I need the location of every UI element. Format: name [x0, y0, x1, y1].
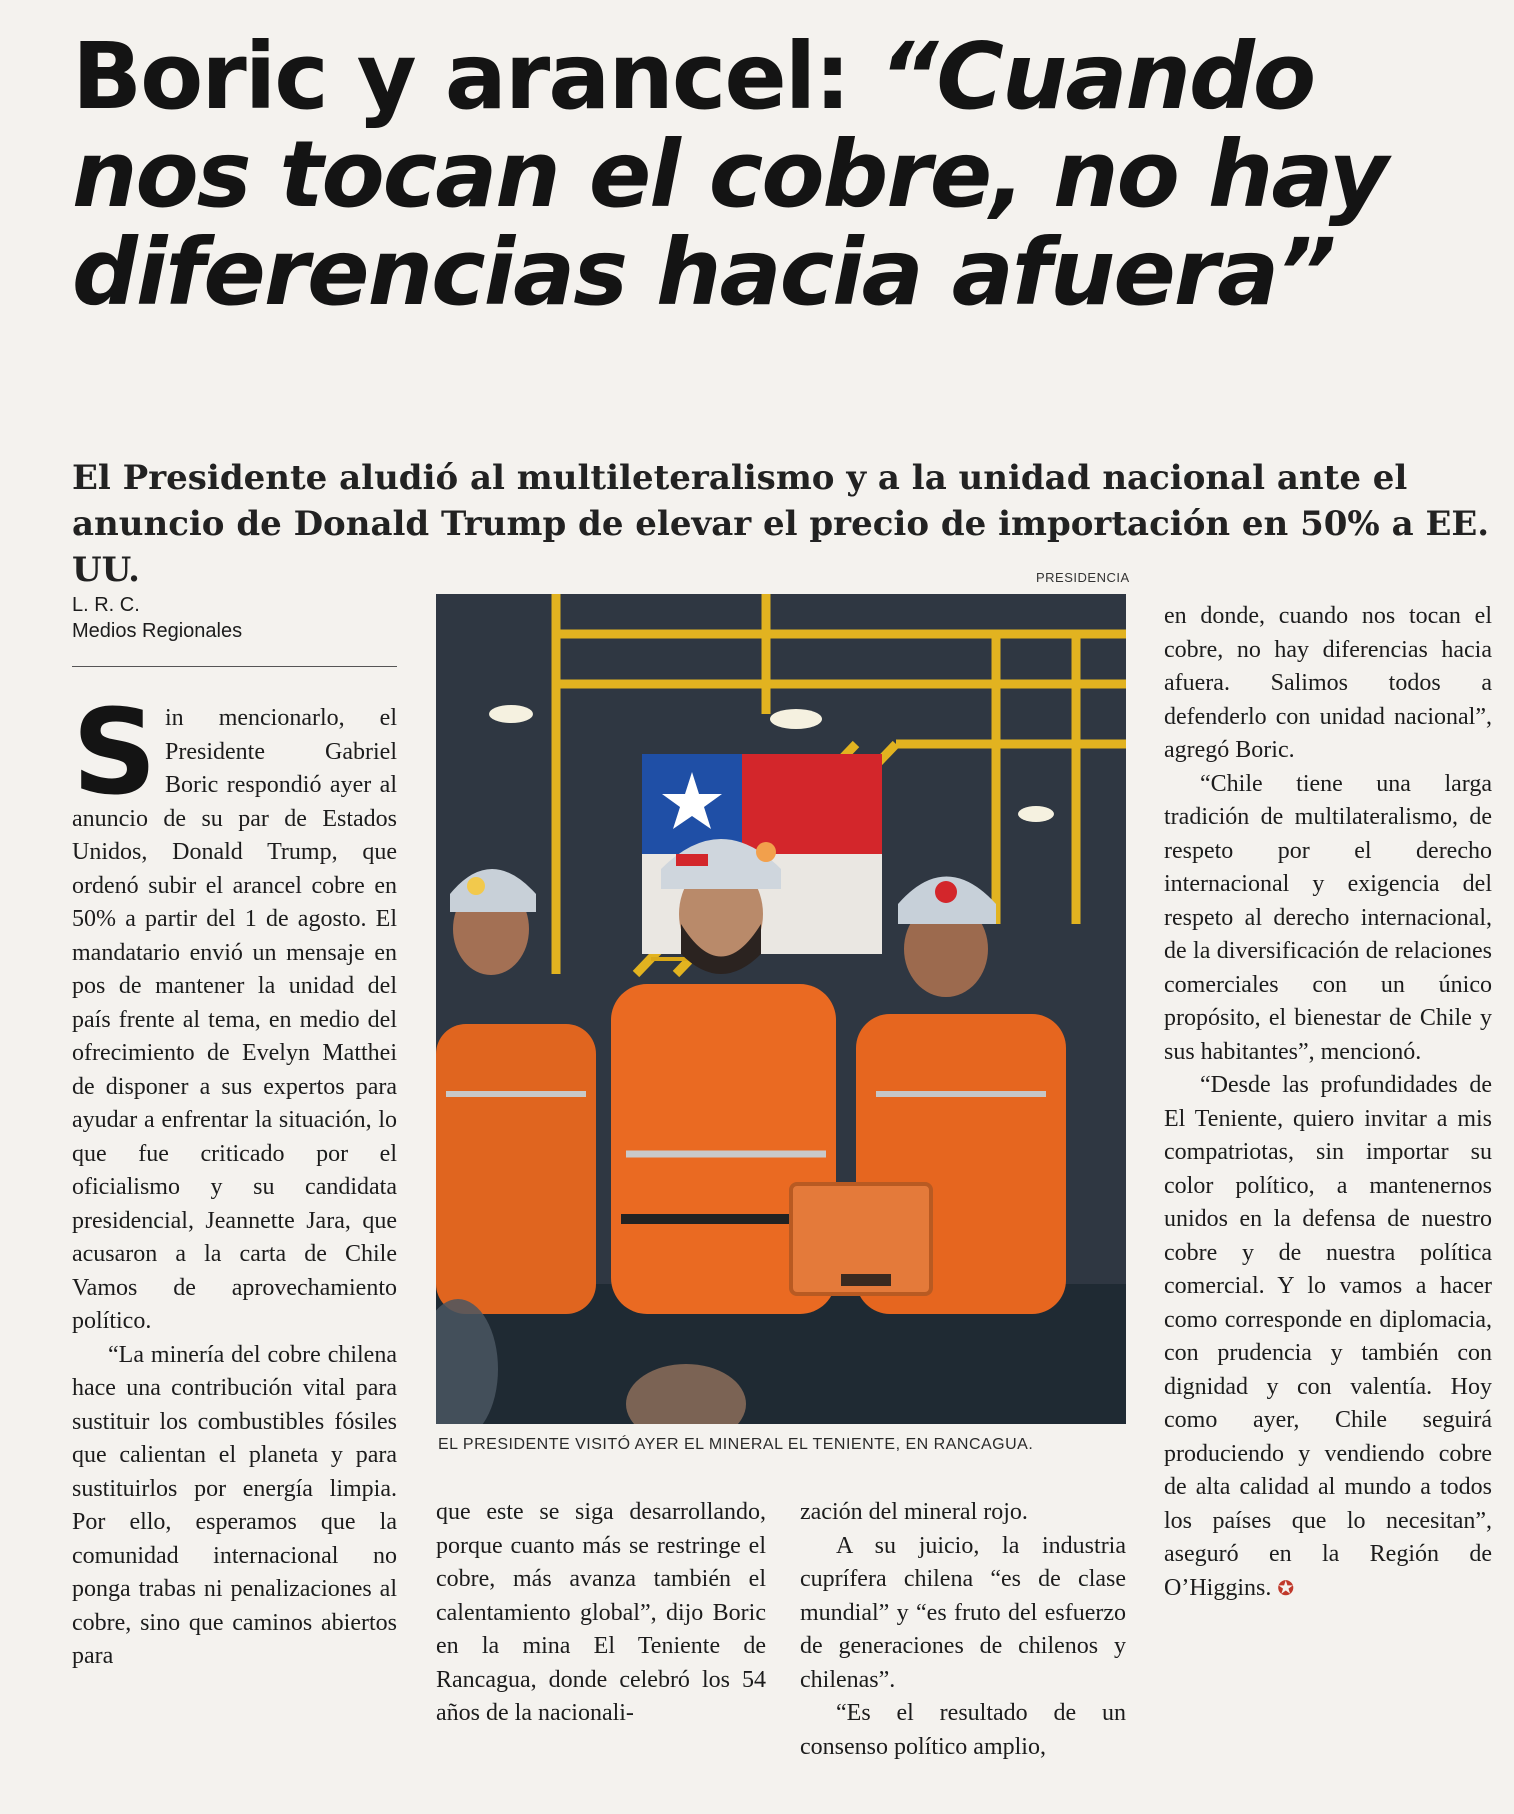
column-4 — [1164, 600, 1492, 1606]
col4-paragraph-3: “Desde las profundidades de El Teniente, quiero invitar a mis compatriotas, sin importar su color político, a mantenernos unidos en la defensa de nuestro cobre y de nuestra política comercial. Y lo vamos a hacer como corresponde en diplomacia, con prudencia y también con dignidad y con valentía. Hoy como ayer, Chile seguirá produciendo y vendiendo cobre de alta calidad al mundo a todos los países que lo necesitan”, aseguró en la Región de O’Higgins. — [1164, 1072, 1492, 1601]
col2-paragraph-1: que este se siga desarrollando, porque cuanto más se restringe el cobre, más avanza también el calentamiento global”, dijo Boric en la mina El Teniente de Rancagua, donde celebró los 54 años de la nacionali- — [436, 1499, 766, 1726]
column-1 — [72, 683, 397, 1674]
end-mark-icon: ✪ — [1277, 1577, 1295, 1600]
photo-credit: PRESIDENCIA — [1036, 570, 1130, 585]
byline-outlet: Medios Regionales — [72, 620, 243, 642]
col4-paragraph-1: en donde, cuando nos tocan el cobre, no hay diferencias hacia afuera. Salimos todos a defenderlo con unidad nacional”, agregó Boric. — [1164, 603, 1492, 763]
byline — [72, 592, 397, 667]
col4-paragraph-2: “Chile tiene una larga tradición de multilateralismo, de respeto por el derecho internacional y exigencia del respeto al derecho internacional, de la diversificación de relaciones comerciales con un único propósito, el bienestar de Chile y sus habitantes”, mencionó. — [1164, 770, 1492, 1065]
column-3 — [800, 1496, 1126, 1764]
news-photo — [436, 594, 1126, 1424]
col1-paragraph-1: in mencionarlo, el Presidente Gabriel Boric respondió ayer al anuncio de su par de Estados Unidos, Donald Trump, que ordenó subir el arancel cobre en 50% a partir del 1 de agosto. El mandatario envió un mensaje en pos de mantener la unidad del país frente al tema, en medio del ofrecimiento de Evelyn Matthei de disponer a sus expertos para ayudar a enfrentar la situación, lo que fue criticado por el oficialismo y su candidata presidencial, Jeannette Jara, que acusaron a la carta de Chile Vamos de aprovechamiento político. — [72, 705, 397, 1334]
photo-caption: EL PRESIDENTE VISITÓ AYER EL MINERAL EL TENIENTE, EN RANCAGUA. — [438, 1436, 1034, 1453]
col3-paragraph-2: A su juicio, la industria cuprífera chilena “es de clase mundial” y “es fruto del esfuerzo de generaciones de chilenos y chilenas”. — [800, 1532, 1126, 1693]
deck-subtitle: El Presidente aludió al multileteralismo y a la unidad nacional ante el anuncio de Donald Trump de elevar el precio de importación en 50% a EE. UU. — [72, 458, 1490, 590]
column-2 — [436, 1496, 766, 1731]
col1-paragraph-2: “La minería del cobre chilena hace una contribución vital para sustituir los combustibles fósiles que calientan el planeta y para sustituirlos por energía limpia. Por ello, esperamos que la comunidad internacional no ponga trabas ni penalizaciones al cobre, sino que caminos abiertos para — [72, 1341, 397, 1669]
col3-paragraph-3: “Es el resultado de un consenso político amplio, — [800, 1700, 1126, 1760]
drop-cap: S — [72, 683, 157, 821]
byline-name: L. R. C. — [72, 594, 140, 616]
headline-main: Boric y arancel: — [72, 23, 880, 130]
photo-illustration — [436, 594, 1126, 1424]
headline-quote: “Cuando nos tocan el cobre, no hay diferencias hacia afuera” — [72, 23, 1387, 326]
headline — [72, 23, 1492, 326]
col3-paragraph-1: zación del mineral rojo. — [800, 1499, 1028, 1525]
